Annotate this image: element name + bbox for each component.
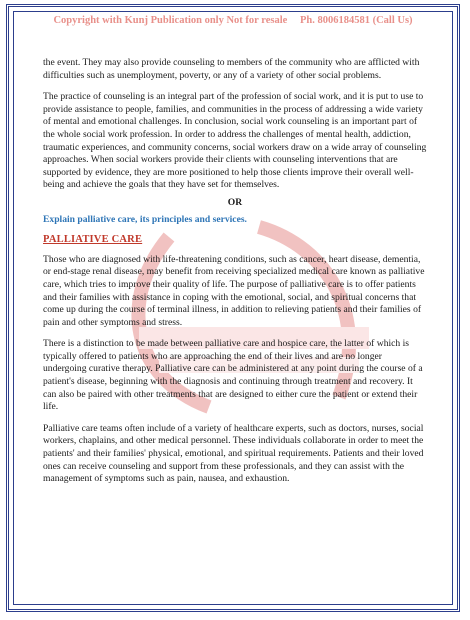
or-separator: OR bbox=[227, 196, 243, 208]
copyright-notice: Copyright with Kunj Publication only Not for resale bbox=[53, 15, 288, 26]
section-heading: PALLIATIVE CARE bbox=[43, 234, 143, 246]
paragraph-counseling-conclusion: The practice of counseling is an integral part of the profession of social work, and it is put to use to provide assistance to people, families, and communities in the process of addressing a wide variety of mental and emotional challenges. In conclusion, social work counseling is an important part of the whole social work profession. In order to address the challenges of mental health, addiction, traumatic experiences, and community concerns, social workers draw on a wide array of counseling approaches. When social workers provide their clients with counseling interventions that are supported by evidence, they are more positioned to help those clients improve their overall well-being and achieve the goals that they have set for themselves. bbox=[43, 91, 427, 191]
paragraph-palliative-teams: Palliative care teams often include of a variety of healthcare experts, such as doctors, nurses, social workers, chaplains, and other medical personnel. These individuals collaborate in order to meet the patients' and their families' physical, emotional, and spiritual requirements. Patients and their loved ones can receive counseling and support from these professionals, and they can assist with the management of symptoms such as pain, nausea, and exhaustion. bbox=[43, 422, 424, 485]
document-body bbox=[43, 57, 427, 495]
phone-number: Ph. 8006184581 (Call Us) bbox=[299, 15, 413, 26]
paragraph-continuation: the event. They may also provide counseling to members of the community who are afflicted with difficulties such as unemployment, poverty, or any of a variety of other social problems. bbox=[43, 57, 420, 81]
question-heading: Explain palliative care, its principles and services. bbox=[43, 213, 247, 225]
copyright-header bbox=[9, 15, 457, 26]
paragraph-palliative-definition: Those who are diagnosed with life-threatening conditions, such as cancer, heart disease, dementia, or end-stage renal disease, may benefit from receiving specialized medical care known as palliative care, which tries to improve their quality of life. The purpose of palliative care is to offer patients and their families with assistance in coping with the emotional, social, and spiritual concerns that come up during the course of terminal illness, in addition to relieving patients and their families of pain and other symptoms and stress. bbox=[43, 253, 425, 328]
paragraph-palliative-vs-hospice: There is a distinction to be made between palliative care and hospice care, the latter of which is typically offered to patients who are approaching the end of their lives and are no longer undergoing curative therapy. Palliative care can be administered at any point during the course of a patient's disease, beginning with the diagnosis and continuing through treatment and recovery. It can also be paired with other treatments that are designed to either cure the patient or extend their life. bbox=[43, 338, 423, 413]
page-border bbox=[6, 4, 460, 612]
